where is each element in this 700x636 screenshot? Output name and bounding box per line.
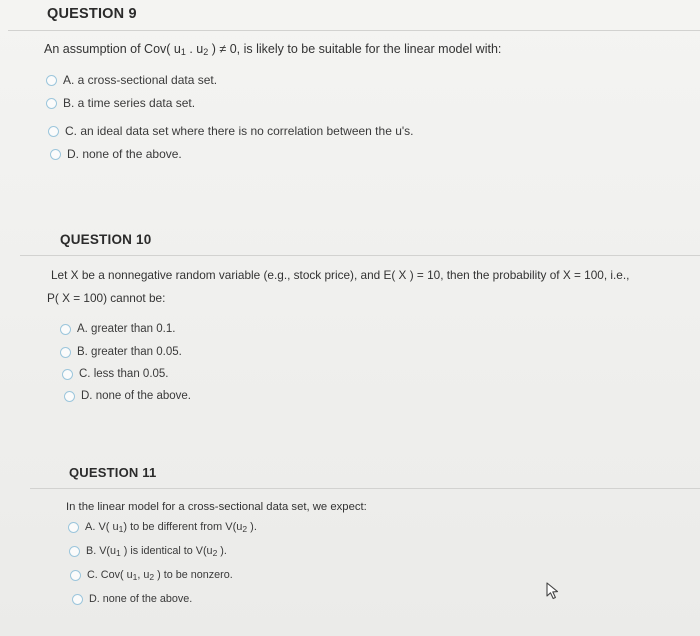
question-11-option-c[interactable] [70, 566, 233, 584]
question-9-option-c[interactable] [48, 122, 414, 140]
question-9-title: QUESTION 9 [47, 6, 137, 22]
option-label: D. none of the above. [89, 593, 193, 605]
radio-button[interactable] [72, 594, 83, 605]
option-label: C. less than 0.05. [79, 368, 169, 380]
question-10-text-line1: Let X be a nonnegative random variable (e.g., stock price), and E( X ) = 10, then the probability of X = 100, i.e., [51, 268, 630, 282]
question-10-title: QUESTION 10 [60, 232, 152, 247]
radio-button[interactable] [46, 75, 57, 86]
question-11-option-a[interactable] [68, 518, 257, 536]
radio-button[interactable] [68, 522, 79, 533]
question-9-text: An assumption of Cov( $u_1$ . $u_2$ ) ≠ 0, is likely to be suitable for the linear model with: [44, 42, 502, 57]
question-9-option-d[interactable] [50, 145, 182, 163]
radio-button[interactable] [69, 546, 80, 557]
option-label: B. greater than 0.05. [77, 346, 182, 358]
question-10-divider [20, 255, 700, 256]
question-10-option-c[interactable] [62, 365, 169, 383]
question-9-option-a[interactable] [46, 71, 217, 89]
question-11-text: In the linear model for a cross-sectional data set, we expect: [66, 501, 367, 513]
radio-button[interactable] [70, 570, 81, 581]
question-11-title: QUESTION 11 [69, 465, 157, 480]
question-10-option-a[interactable] [60, 320, 175, 338]
mouse-cursor-icon [545, 582, 561, 600]
question-11-option-d[interactable] [72, 590, 192, 608]
radio-button[interactable] [46, 98, 57, 109]
question-10-option-d[interactable] [64, 387, 191, 405]
question-9-divider [8, 30, 700, 31]
radio-button[interactable] [60, 324, 71, 335]
radio-button[interactable] [50, 149, 61, 160]
option-label: A. V( $u_1$) to be different from $V(u_2$ ). [85, 520, 257, 534]
option-label: C. an ideal data set where there is no correlation between the u's. [65, 124, 414, 138]
option-label: D. none of the above. [81, 390, 191, 402]
radio-button[interactable] [62, 369, 73, 380]
option-label: B. $V(u_1$ ) is identical to $V(u_2$ ). [86, 544, 227, 558]
option-label: C. Cov( $u_1$, $u_2$ ) to be nonzero. [87, 568, 233, 582]
radio-button[interactable] [48, 126, 59, 137]
option-label: D. none of the above. [67, 147, 182, 161]
radio-button[interactable] [60, 347, 71, 358]
option-label: B. a time series data set. [63, 96, 196, 110]
radio-button[interactable] [64, 391, 75, 402]
question-10-option-b[interactable] [60, 343, 182, 361]
question-11-option-b[interactable] [69, 542, 227, 560]
question-10-text-line2: P( X = 100) cannot be: [47, 291, 166, 305]
question-9-option-b[interactable] [46, 94, 195, 112]
option-label: A. greater than 0.1. [77, 323, 176, 335]
question-11-divider [30, 488, 700, 489]
option-label: A. a cross-sectional data set. [63, 73, 218, 87]
